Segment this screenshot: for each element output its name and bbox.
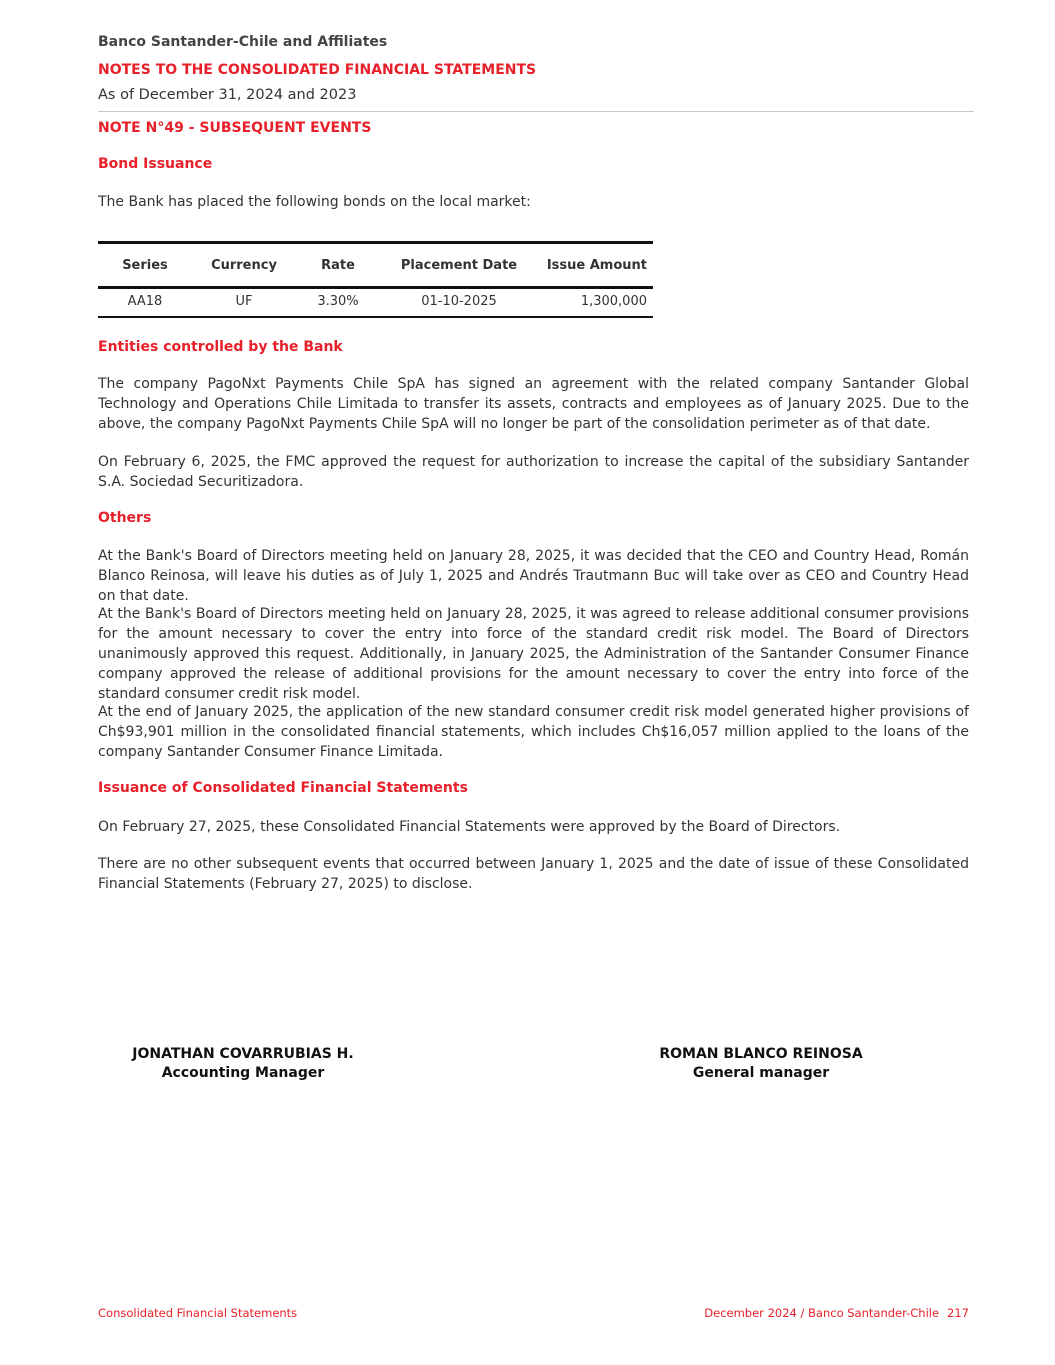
footer-right	[704, 1306, 969, 1320]
others-paragraph-3: At the end of January 2025, the application of the new standard consumer credit risk model generated higher provisions of Ch$93,901 million in the consolidated financial statements, which includes Ch$16,057 million applied to the loans of the company Santander Consumer Finance Limitada.	[98, 704, 969, 760]
header-issue-amount: Issue Amount	[546, 258, 647, 273]
cell-currency: UF	[235, 294, 253, 309]
issuance-paragraph-2: There are no other subsequent events that occurred between January 1, 2025 and the date of issue of these Consolidated Financial Statements (February 27, 2025) to disclose.	[98, 856, 969, 892]
table-bottom-rule	[98, 316, 653, 318]
note-title: NOTE N°49 - SUBSEQUENT EVENTS	[98, 120, 372, 136]
notes-title: NOTES TO THE CONSOLIDATED FINANCIAL STATEMENTS	[98, 62, 537, 78]
cell-series: AA18	[127, 294, 163, 309]
header-divider	[98, 111, 974, 112]
header-placement-date: Placement Date	[400, 258, 518, 273]
bonds-table	[98, 241, 653, 318]
header-rate: Rate	[321, 258, 355, 273]
header-currency: Currency	[211, 258, 277, 273]
company-name: Banco Santander-Chile and Affiliates	[98, 34, 388, 50]
header-series: Series	[122, 258, 168, 273]
signature-name: JONATHAN COVARRUBIAS H.	[132, 1046, 354, 1062]
table-row	[98, 289, 653, 316]
footer-period: December 2024 / Banco Santander-Chile	[704, 1306, 940, 1320]
signature-accounting-manager	[113, 1045, 373, 1083]
cell-issue-amount: 1,300,000	[580, 294, 647, 309]
cell-rate: 3.30%	[317, 294, 359, 309]
others-heading: Others	[98, 510, 152, 526]
issuance-paragraph-1: On February 27, 2025, these Consolidated Financial Statements were approved by the Board of Directors.	[98, 819, 841, 835]
signature-name: ROMAN BLANCO REINOSA	[659, 1046, 863, 1062]
footer-document-name: Consolidated Financial Statements	[98, 1306, 298, 1320]
table-header-row	[98, 244, 653, 286]
signature-title: Accounting Manager	[161, 1065, 325, 1081]
others-paragraph-2: At the Bank's Board of Directors meeting held on January 28, 2025, it was agreed to release additional consumer provisions for the amount necessary to cover the entry into force of the standard credit risk model. The Board of Directors unanimously approved this request. Additionally, in January 2025, the Administration of the Santander Consumer Finance company approved the release of additional provisions for the amount necessary to cover the entry into force of the standard consumer credit risk model.	[98, 606, 969, 702]
page-number: 217	[947, 1306, 969, 1320]
signature-general-manager	[631, 1045, 891, 1083]
bond-issuance-heading: Bond Issuance	[98, 156, 213, 172]
bond-issuance-intro: The Bank has placed the following bonds on the local market:	[98, 194, 531, 210]
issuance-heading: Issuance of Consolidated Financial Statements	[98, 780, 468, 796]
entities-paragraph-2: On February 6, 2025, the FMC approved the request for authorization to increase the capital of the subsidiary Santander S.A. Sociedad Securitizadora.	[98, 454, 969, 490]
others-paragraph-1: At the Bank's Board of Directors meeting held on January 28, 2025, it was decided that the CEO and Country Head, Román Blanco Reinosa, will leave his duties as of July 1, 2025 and Andrés Trautmann Buc will take over as CEO and Country Head on that date.	[98, 548, 969, 604]
entities-paragraph-1: The company PagoNxt Payments Chile SpA has signed an agreement with the related company Santander Global Technology and Operations Chile Limitada to transfer its assets, contracts and employees as of January 2025. Due to the above, the company PagoNxt Payments Chile SpA will no longer be part of the consolidation perimeter as of that date.	[98, 376, 969, 432]
cell-placement-date: 01-10-2025	[421, 294, 497, 309]
entities-heading: Entities controlled by the Bank	[98, 339, 343, 355]
signature-title: General manager	[692, 1065, 830, 1081]
as-of-date: As of December 31, 2024 and 2023	[98, 87, 357, 103]
